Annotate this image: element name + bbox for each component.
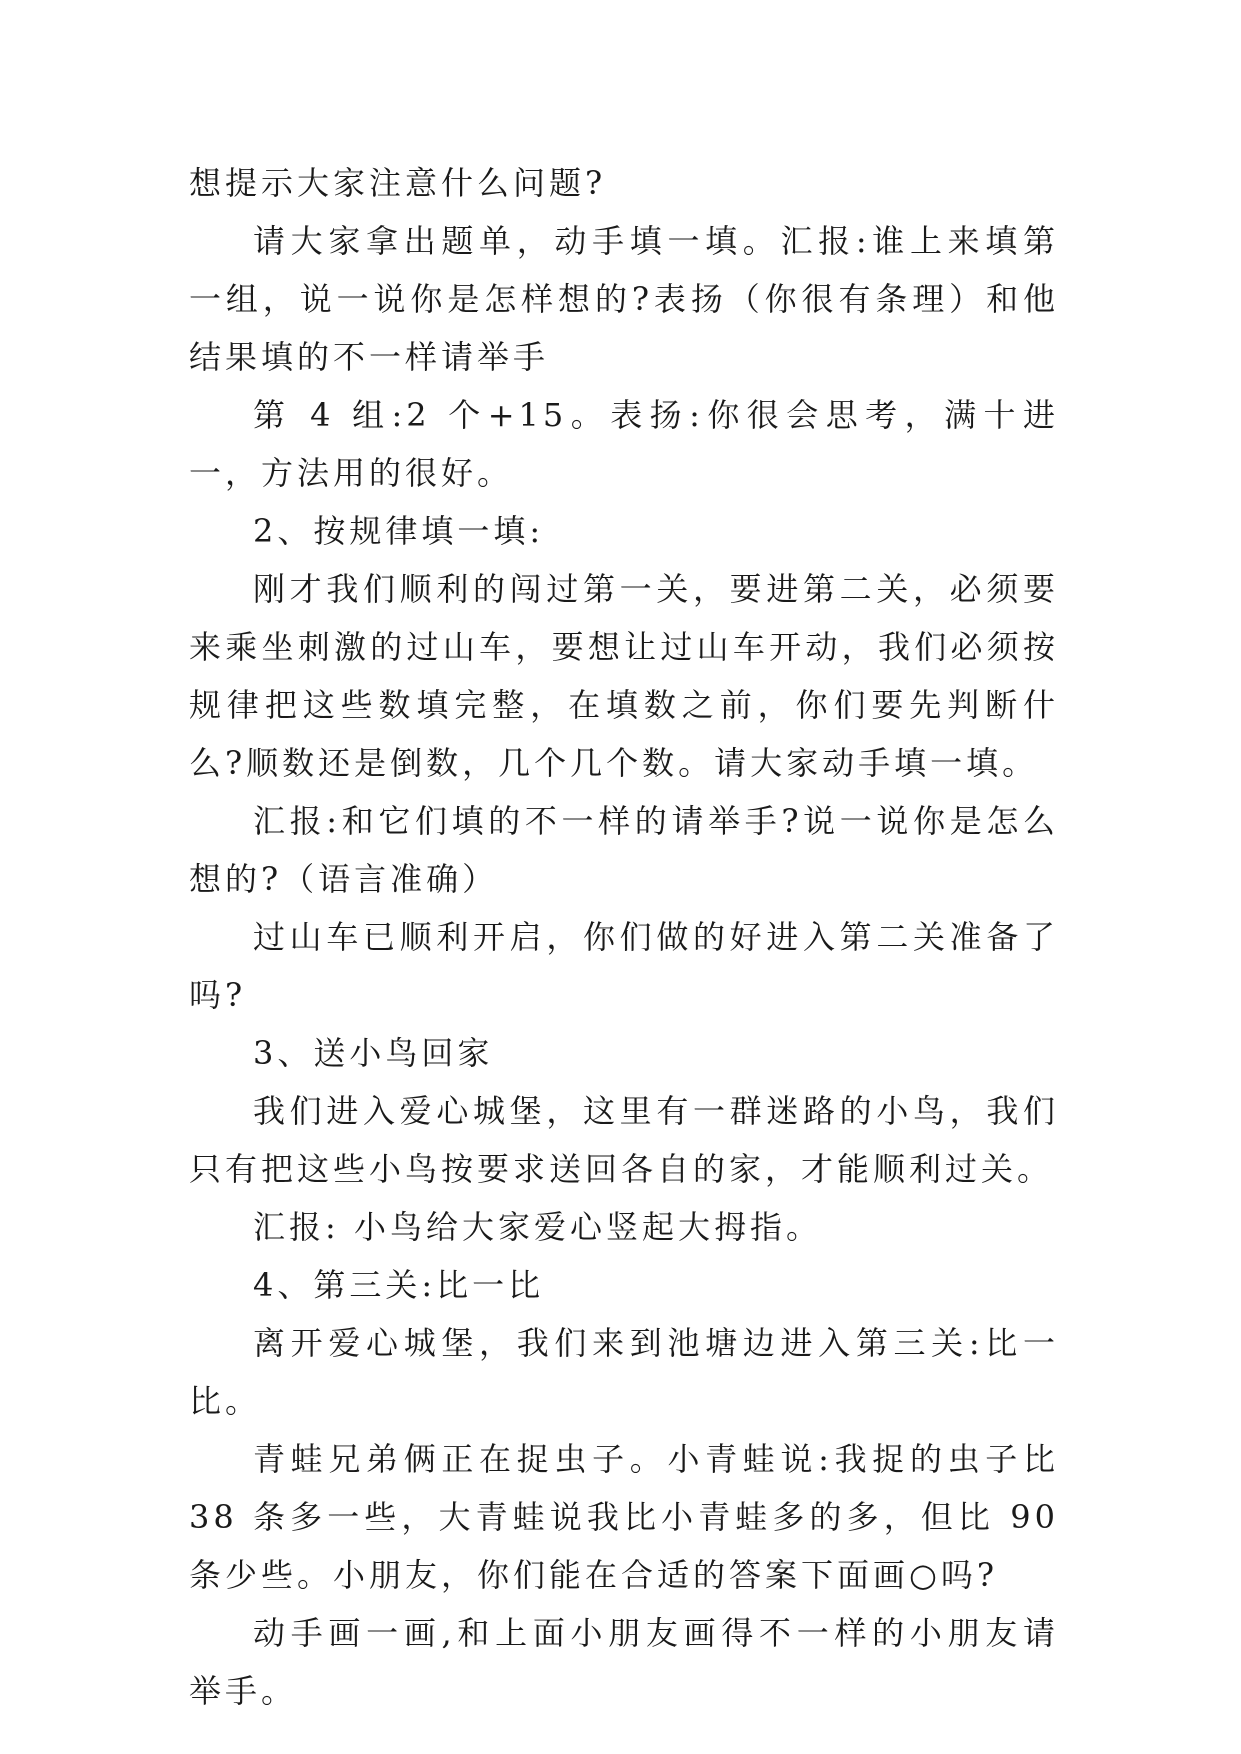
section-heading: 4、第三关:比一比 bbox=[253, 1266, 545, 1304]
paragraph: 刚才我们顺利的闯过第一关，要进第二关，必须要来乘坐刺激的过山车，要想让过山车开动，我们必须按规律把这些数填完整，在填数之前，你们要先判断什么?顺数还是倒数，几个几个数。请大家动手填一填。 bbox=[189, 570, 1059, 782]
section-heading: 3、送小鸟回家 bbox=[253, 1034, 494, 1072]
paragraph: 汇报: 小鸟给大家爱心竖起大拇指。 bbox=[253, 1208, 822, 1246]
paragraph: 离开爱心城堡，我们来到池塘边进入第三关:比一比。 bbox=[189, 1324, 1059, 1420]
paragraph: 动手画一画,和上面小朋友画得不一样的小朋友请举手。 bbox=[189, 1614, 1059, 1710]
document-body bbox=[189, 154, 1059, 1720]
paragraph: 我们进入爱心城堡，这里有一群迷路的小鸟，我们只有把这些小鸟按要求送回各自的家，才能顺利过关。 bbox=[189, 1092, 1059, 1188]
paragraph: 第 4 组:2 个+15。表扬:你很会思考，满十进一，方法用的很好。 bbox=[189, 396, 1059, 492]
paragraph: 青蛙兄弟俩正在捉虫子。小青蛙说:我捉的虫子比 38 条多一些，大青蛙说我比小青蛙多的多，但比 90 条少些。小朋友，你们能在合适的答案下面画○吗? bbox=[189, 1440, 1059, 1594]
paragraph: 想提示大家注意什么问题? bbox=[189, 164, 607, 202]
paragraph: 请大家拿出题单，动手填一填。汇报:谁上来填第一组，说一说你是怎样想的?表扬（你很有条理）和他结果填的不一样请举手 bbox=[189, 222, 1059, 376]
section-heading: 2、按规律填一填: bbox=[253, 512, 545, 550]
paragraph: 过山车已顺利开启，你们做的好进入第二关准备了吗? bbox=[189, 918, 1059, 1014]
paragraph: 汇报:和它们填的不一样的请举手?说一说你是怎么想的?（语言准确） bbox=[189, 802, 1059, 898]
